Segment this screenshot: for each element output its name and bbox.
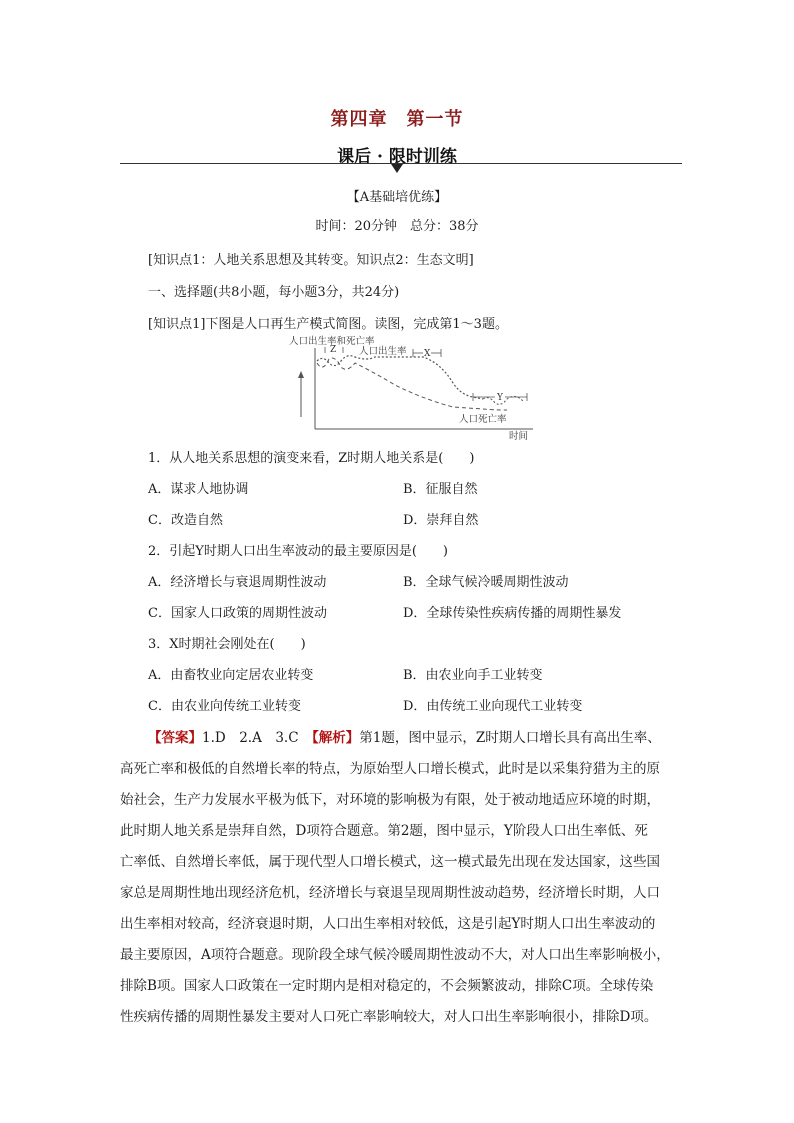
z-label: Z — [330, 345, 337, 355]
analysis-line: 第1题，图中显示，Z时期人口增长具有高出生率、 — [359, 730, 661, 746]
figure-ylabel: 人口出生率和死亡率 — [289, 336, 375, 347]
population-model-figure — [283, 333, 543, 443]
question-intro: [知识点1]下图是人口再生产模式简图。读图，完成第1～3题。 — [148, 317, 508, 332]
birth-rate-label: 人口出生率 — [359, 346, 407, 357]
triangle-marker-icon — [391, 164, 403, 173]
analysis-line: 亡率低、自然增长率低，属于现代型人口增长模式，这一模式最先出现在发达国家，这些国 — [120, 854, 660, 870]
question-1-stem: 1．从人地关系思想的演变来看，Z时期人地关系是( ) — [148, 451, 475, 466]
death-rate-curve — [317, 358, 507, 410]
birth-rate-fluctuation — [483, 396, 523, 404]
death-rate-label: 人口死亡率 — [459, 414, 507, 425]
question-2-option-b[interactable]: B．全球气候冷暖周期性波动 — [403, 575, 569, 590]
question-2-option-a[interactable]: A．经济增长与衰退周期性波动 — [148, 575, 327, 590]
arrowhead-icon — [298, 371, 304, 378]
analysis-line: 排除B项。国家人口政策在一定时期内是相对稳定的，不会频繁波动，排除C项。全球传染 — [120, 978, 654, 994]
question-1-option-a[interactable]: A．谋求人地协调 — [148, 482, 249, 497]
analysis-line: 性疾病传播的周期性暴发主要对人口死亡率影响较大，对人口出生率影响很小，排除D项。 — [120, 1009, 658, 1025]
analysis-line: 出生率相对较高，经济衰退时期，人口出生率相对较低，这是引起Y时期人口出生率波动的 — [120, 916, 656, 932]
figure-xlabel: 时间 — [509, 431, 529, 442]
x-label: X — [424, 349, 431, 359]
answer-first-line — [148, 726, 661, 746]
question-1-option-d[interactable]: D．崇拜自然 — [403, 513, 479, 528]
chapter-title: 第四章 第一节 — [330, 109, 464, 130]
answer-tag: 【答案】 — [148, 730, 202, 746]
question-3-stem: 3．X时期社会刚处在( ) — [148, 637, 306, 652]
analysis-line: 此时期人地关系是崇拜自然，D项符合题意。第2题，图中显示，Y阶段人口出生率低、死 — [120, 823, 648, 839]
answer-keys: 1.D 2.A 3.C — [202, 730, 313, 746]
question-2-stem: 2．引起Y时期人口出生率波动的最主要原因是( ) — [148, 544, 448, 559]
question-1-option-c[interactable]: C．改造自然 — [148, 513, 223, 528]
question-3-option-c[interactable]: C．由农业向传统工业转变 — [148, 699, 301, 714]
analysis-line: 始社会，生产力发展水平极为低下，对环境的影响极为有限，处于被动地适应环境的时期， — [120, 792, 660, 808]
section-title: 【A基础培优练】 — [346, 190, 448, 205]
analysis-tag: 【解析】 — [312, 730, 360, 746]
exam-meta: 时间：20分钟 总分：38分 — [315, 219, 479, 234]
analysis-line: 高死亡率和极低的自然增长率的特点，为原始型人口增长模式，此时是以采集狩猎为主的原 — [120, 761, 660, 777]
question-3-option-a[interactable]: A．由畜牧业向定居农业转变 — [148, 668, 314, 683]
question-3-option-d[interactable]: D．由传统工业向现代工业转变 — [403, 699, 583, 714]
analysis-line: 最主要原因，A项符合题意。现阶段全球气候冷暖周期性波动不大，对人口出生率影响极小， — [120, 947, 670, 963]
y-label: Y — [497, 393, 503, 403]
question-2-option-c[interactable]: C．国家人口政策的周期性波动 — [148, 606, 327, 621]
part-heading: 一、选择题(共8小题，每小题3分，共24分) — [148, 285, 400, 300]
question-2-option-d[interactable]: D．全球传染性疾病传播的周期性暴发 — [403, 606, 622, 621]
knowledge-points: [知识点1：人地关系思想及其转变。知识点2：生态文明] — [148, 253, 474, 268]
analysis-line: 家总是周期性地出现经济危机，经济增长与衰退呈现周期性波动趋势，经济增长时期，人口 — [120, 885, 660, 901]
question-3-option-b[interactable]: B．由农业向手工业转变 — [403, 668, 543, 683]
birth-rate-curve — [317, 356, 483, 399]
question-1-option-b[interactable]: B．征服自然 — [403, 482, 478, 497]
page-subtitle: 课后 · 限时训练 — [337, 147, 457, 167]
